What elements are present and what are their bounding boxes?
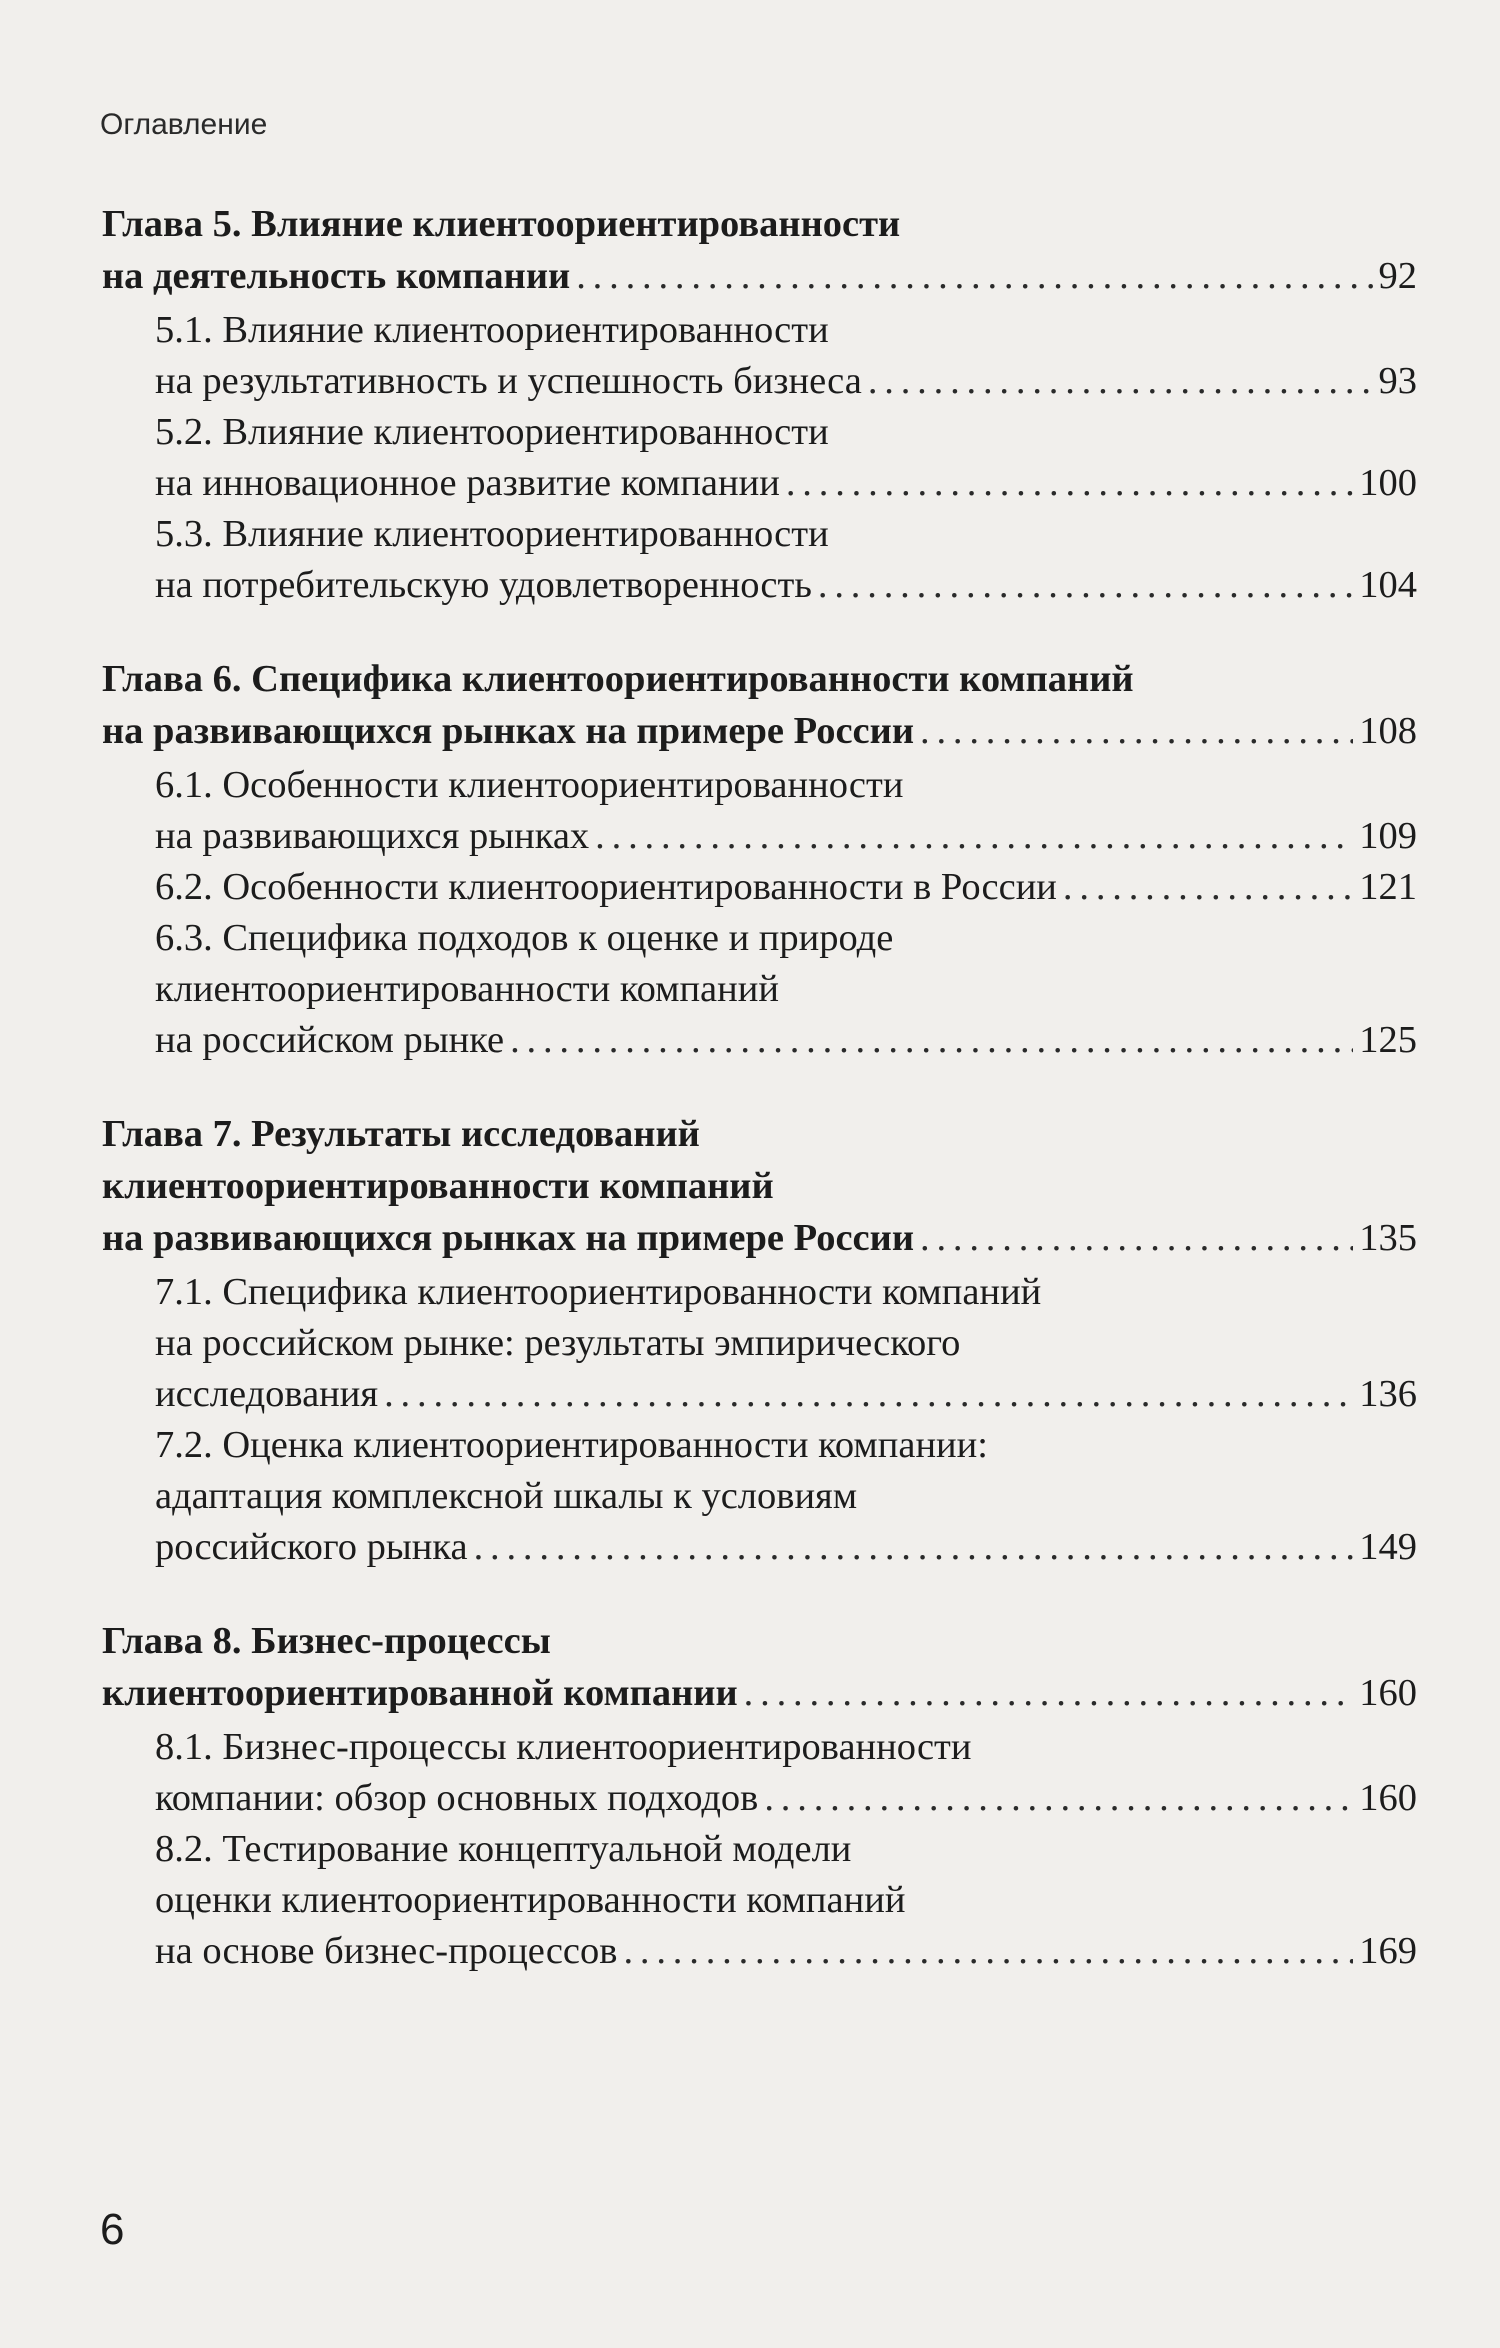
section-page: 121 — [1359, 866, 1417, 908]
section-page: 160 — [1359, 1777, 1417, 1819]
chapter-title-line: Глава 6. Специфика клиентоориентированности компаний — [102, 658, 1134, 700]
toc-line — [155, 1420, 1417, 1471]
chapter-page: 135 — [1359, 1217, 1417, 1259]
chapter-title-line: на развивающихся рынках на примере России — [102, 710, 914, 752]
toc-chapter — [102, 1615, 1417, 1977]
toc-line — [155, 1015, 1417, 1066]
section-page: 125 — [1359, 1019, 1417, 1061]
chapter-title-line: на деятельность компании — [102, 255, 571, 297]
toc-section[interactable] — [102, 1420, 1417, 1573]
section-title-line: 8.1. Бизнес-процессы клиентоориентированности — [155, 1726, 972, 1768]
toc-line — [155, 1522, 1417, 1573]
section-title-line: 5.1. Влияние клиентоориентированности — [155, 309, 829, 351]
dot-leader — [474, 1522, 1354, 1573]
section-title-line: на развивающихся рынках — [155, 815, 590, 857]
dot-leader — [384, 1369, 1353, 1420]
toc-section[interactable] — [102, 1824, 1417, 1977]
toc-line — [155, 964, 1417, 1015]
toc-line — [155, 1875, 1417, 1926]
toc-line — [102, 653, 1417, 705]
dot-leader — [920, 705, 1353, 757]
section-title-line: адаптация комплексной шкалы к условиям — [155, 1475, 858, 1517]
toc-line — [155, 1824, 1417, 1875]
section-page: 136 — [1359, 1373, 1417, 1415]
section-title-line: на российском рынке: результаты эмпирического — [155, 1322, 961, 1364]
section-title-line: на потребительскую удовлетворенность — [155, 564, 812, 606]
toc-line — [155, 1773, 1417, 1824]
toc-chapter — [102, 198, 1417, 611]
toc-line — [155, 560, 1417, 611]
toc-line — [155, 1369, 1417, 1420]
dot-leader — [818, 560, 1353, 611]
toc-line — [155, 1471, 1417, 1522]
toc-section[interactable] — [102, 407, 1417, 509]
section-title-line: на инновационное развитие компании — [155, 462, 780, 504]
section-title-line: российского рынка — [155, 1526, 468, 1568]
section-title-line: на результативность и успешность бизнеса — [155, 360, 862, 402]
toc-section[interactable] — [102, 760, 1417, 862]
toc-section[interactable] — [102, 1722, 1417, 1824]
chapter-title-line: клиентоориентированной компании — [102, 1672, 738, 1714]
dot-leader — [764, 1773, 1353, 1824]
toc-line — [102, 250, 1417, 302]
dot-leader — [576, 250, 1372, 302]
toc-chapter — [102, 653, 1417, 1066]
section-title-line: оценки клиентоориентированности компаний — [155, 1879, 906, 1921]
section-page: 109 — [1359, 815, 1417, 857]
chapter-title-line: на развивающихся рынках на примере России — [102, 1217, 914, 1259]
toc-line — [155, 913, 1417, 964]
section-title-line: на основе бизнес-процессов — [155, 1930, 618, 1972]
toc-line — [155, 862, 1417, 913]
running-header: Оглавление — [100, 108, 268, 141]
toc-section[interactable] — [102, 862, 1417, 913]
dot-leader — [786, 458, 1353, 509]
section-title-line: компании: обзор основных подходов — [155, 1777, 759, 1819]
chapter-page: 92 — [1378, 255, 1417, 297]
toc-section[interactable] — [102, 1267, 1417, 1420]
chapter-title[interactable] — [102, 1615, 1417, 1719]
toc-line — [155, 1722, 1417, 1773]
toc-line — [155, 458, 1417, 509]
section-title-line: 6.1. Особенности клиентоориентированности — [155, 764, 904, 806]
chapter-title[interactable] — [102, 1108, 1417, 1264]
toc-chapter — [102, 1108, 1417, 1573]
toc-line — [155, 1926, 1417, 1977]
section-page: 104 — [1359, 564, 1417, 606]
chapter-title[interactable] — [102, 653, 1417, 757]
dot-leader — [623, 1926, 1353, 1977]
dot-leader — [868, 356, 1373, 407]
toc-line — [155, 1267, 1417, 1318]
toc-line — [155, 811, 1417, 862]
chapter-title-line: Глава 7. Результаты исследований — [102, 1113, 700, 1155]
chapter-title-line: Глава 8. Бизнес-процессы — [102, 1620, 551, 1662]
section-title-line: 8.2. Тестирование концептуальной модели — [155, 1828, 852, 1870]
table-of-contents — [102, 198, 1417, 1977]
chapter-title-line: Глава 5. Влияние клиентоориентированности — [102, 203, 901, 245]
section-title-line: 5.3. Влияние клиентоориентированности — [155, 513, 829, 555]
toc-line — [155, 407, 1417, 458]
section-page: 169 — [1359, 1930, 1417, 1972]
toc-line — [102, 705, 1417, 757]
section-title-line: на российском рынке — [155, 1019, 505, 1061]
toc-line — [102, 198, 1417, 250]
dot-leader — [510, 1015, 1353, 1066]
toc-section[interactable] — [102, 305, 1417, 407]
section-page: 93 — [1378, 360, 1417, 402]
toc-section[interactable] — [102, 509, 1417, 611]
section-page: 100 — [1359, 462, 1417, 504]
section-title-line: 7.2. Оценка клиентоориентированности компании: — [155, 1424, 988, 1466]
toc-line — [102, 1615, 1417, 1667]
dot-leader — [920, 1212, 1353, 1264]
toc-line — [155, 509, 1417, 560]
section-title-line: 5.2. Влияние клиентоориентированности — [155, 411, 829, 453]
section-page: 149 — [1359, 1526, 1417, 1568]
toc-line — [155, 305, 1417, 356]
section-title-line: 7.1. Специфика клиентоориентированности компаний — [155, 1271, 1042, 1313]
toc-line — [155, 760, 1417, 811]
section-title-line: 6.3. Специфика подходов к оценке и природе — [155, 917, 894, 959]
toc-line — [155, 1318, 1417, 1369]
dot-leader — [1063, 862, 1353, 913]
chapter-page: 108 — [1359, 710, 1417, 752]
section-title-line: исследования — [155, 1373, 379, 1415]
toc-section[interactable] — [102, 913, 1417, 1066]
chapter-title-line: клиентоориентированности компаний — [102, 1165, 774, 1207]
dot-leader — [595, 811, 1353, 862]
toc-line — [155, 356, 1417, 407]
dot-leader — [744, 1667, 1354, 1719]
section-title-line: 6.2. Особенности клиентоориентированности в России — [155, 866, 1057, 908]
toc-line — [102, 1160, 1417, 1212]
page-number: 6 — [100, 2205, 125, 2254]
chapter-page: 160 — [1359, 1672, 1417, 1714]
toc-line — [102, 1212, 1417, 1264]
chapter-title[interactable] — [102, 198, 1417, 302]
toc-line — [102, 1108, 1417, 1160]
section-title-line: клиентоориентированности компаний — [155, 968, 779, 1010]
toc-line — [102, 1667, 1417, 1719]
